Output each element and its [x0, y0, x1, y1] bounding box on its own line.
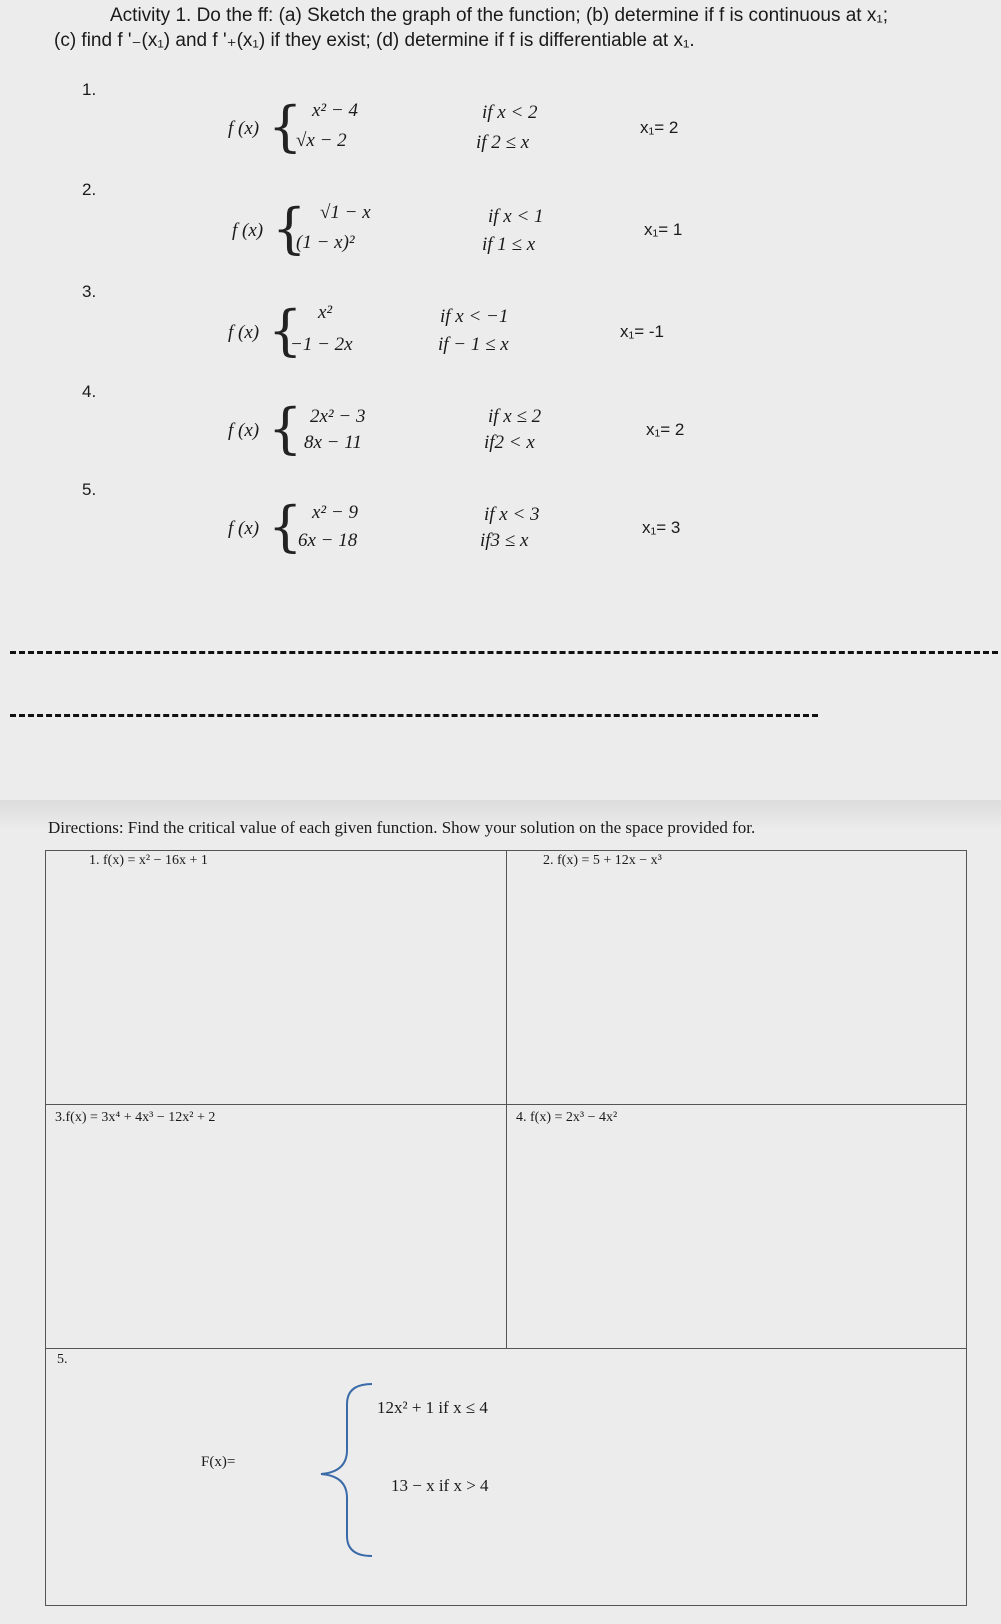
condition-top: if x < 2 — [482, 102, 538, 123]
solution-box-3[interactable] — [47, 1106, 505, 1347]
problem-label: 4. f(x) = 2x³ − 4x² — [516, 1110, 618, 1125]
function-name: f (x) — [228, 118, 260, 139]
brace-icon: { — [268, 397, 303, 460]
piece-bottom: (1 − x)² — [296, 232, 355, 253]
problem-number: 5. — [57, 1352, 68, 1367]
piecewise-function-name: F(x)= — [201, 1454, 236, 1470]
piece-top: x² − 4 — [312, 100, 358, 121]
condition-bottom: if 2 ≤ x — [476, 132, 530, 153]
piece-top: x² − 9 — [312, 502, 358, 523]
condition-bottom: if 1 ≤ x — [482, 234, 536, 255]
brace-icon: { — [268, 495, 303, 558]
item-number: 1. — [82, 80, 97, 99]
item-number: 5. — [82, 480, 97, 499]
condition-top: if x < 3 — [484, 504, 540, 525]
brace-icon: { — [268, 299, 303, 362]
solution-box-2[interactable] — [508, 852, 965, 1103]
piece-top: x² — [318, 302, 333, 323]
solution-box-4[interactable] — [508, 1106, 965, 1347]
x1-value: x₁= 2 — [640, 118, 679, 137]
condition-bottom: if − 1 ≤ x — [438, 334, 509, 355]
piece-top: 12x² + 1 if x ≤ 4 — [377, 1398, 488, 1417]
piece-bottom: 13 − x if x > 4 — [391, 1476, 489, 1495]
piece-bottom: 8x − 11 — [304, 432, 362, 453]
function-name: f (x) — [228, 322, 260, 343]
directions-text: Directions: Find the critical value of each given function. Show your solution on the space provided for. — [48, 818, 756, 837]
condition-top: if x < 1 — [488, 206, 544, 227]
piece-bottom: −1 − 2x — [290, 334, 353, 355]
large-brace-icon — [277, 1380, 387, 1560]
dashed-divider — [10, 714, 818, 717]
solution-box-1[interactable] — [47, 852, 505, 1103]
x1-value: x₁= 1 — [644, 220, 683, 239]
piece-top: √1 − x — [320, 202, 371, 223]
activity-title-line2: (c) find f '₋(x₁) and f '₊(x₁) if they exist; (d) determine if f is differentiable at x₁. — [54, 30, 695, 51]
function-name: f (x) — [228, 518, 260, 539]
brace-icon: { — [272, 197, 307, 260]
condition-top: if x ≤ 2 — [488, 406, 542, 427]
condition-top: if x < −1 — [440, 306, 509, 327]
piece-top: 2x² − 3 — [310, 406, 366, 427]
solution-box-5[interactable] — [47, 1350, 965, 1604]
problem-label: 2. f(x) = 5 + 12x − x³ — [543, 853, 662, 868]
x1-value: x₁= 2 — [646, 420, 685, 439]
activity-title-line1: Activity 1. Do the ff: (a) Sketch the graph of the function; (b) determine if f is continuous at x₁; — [110, 5, 889, 26]
x1-value: x₁= -1 — [620, 322, 665, 341]
piece-bottom: √x − 2 — [296, 130, 347, 151]
grid-vertical-divider — [506, 850, 507, 1348]
grid-horizontal-divider — [45, 1348, 967, 1349]
condition-bottom: if2 < x — [484, 432, 535, 453]
function-name: f (x) — [228, 420, 260, 441]
condition-bottom: if3 ≤ x — [480, 530, 529, 551]
item-number: 4. — [82, 382, 97, 401]
brace-icon: { — [268, 95, 303, 158]
problem-label: 3.f(x) = 3x⁴ + 4x³ − 12x² + 2 — [55, 1110, 216, 1125]
item-number: 2. — [82, 180, 97, 199]
x1-value: x₁= 3 — [642, 518, 681, 537]
dashed-divider — [10, 651, 998, 654]
function-name: f (x) — [232, 220, 264, 241]
grid-horizontal-divider — [45, 1104, 967, 1105]
item-number: 3. — [82, 282, 97, 301]
problem-label: 1. f(x) = x² − 16x + 1 — [89, 853, 208, 868]
piece-bottom: 6x − 18 — [298, 530, 358, 551]
